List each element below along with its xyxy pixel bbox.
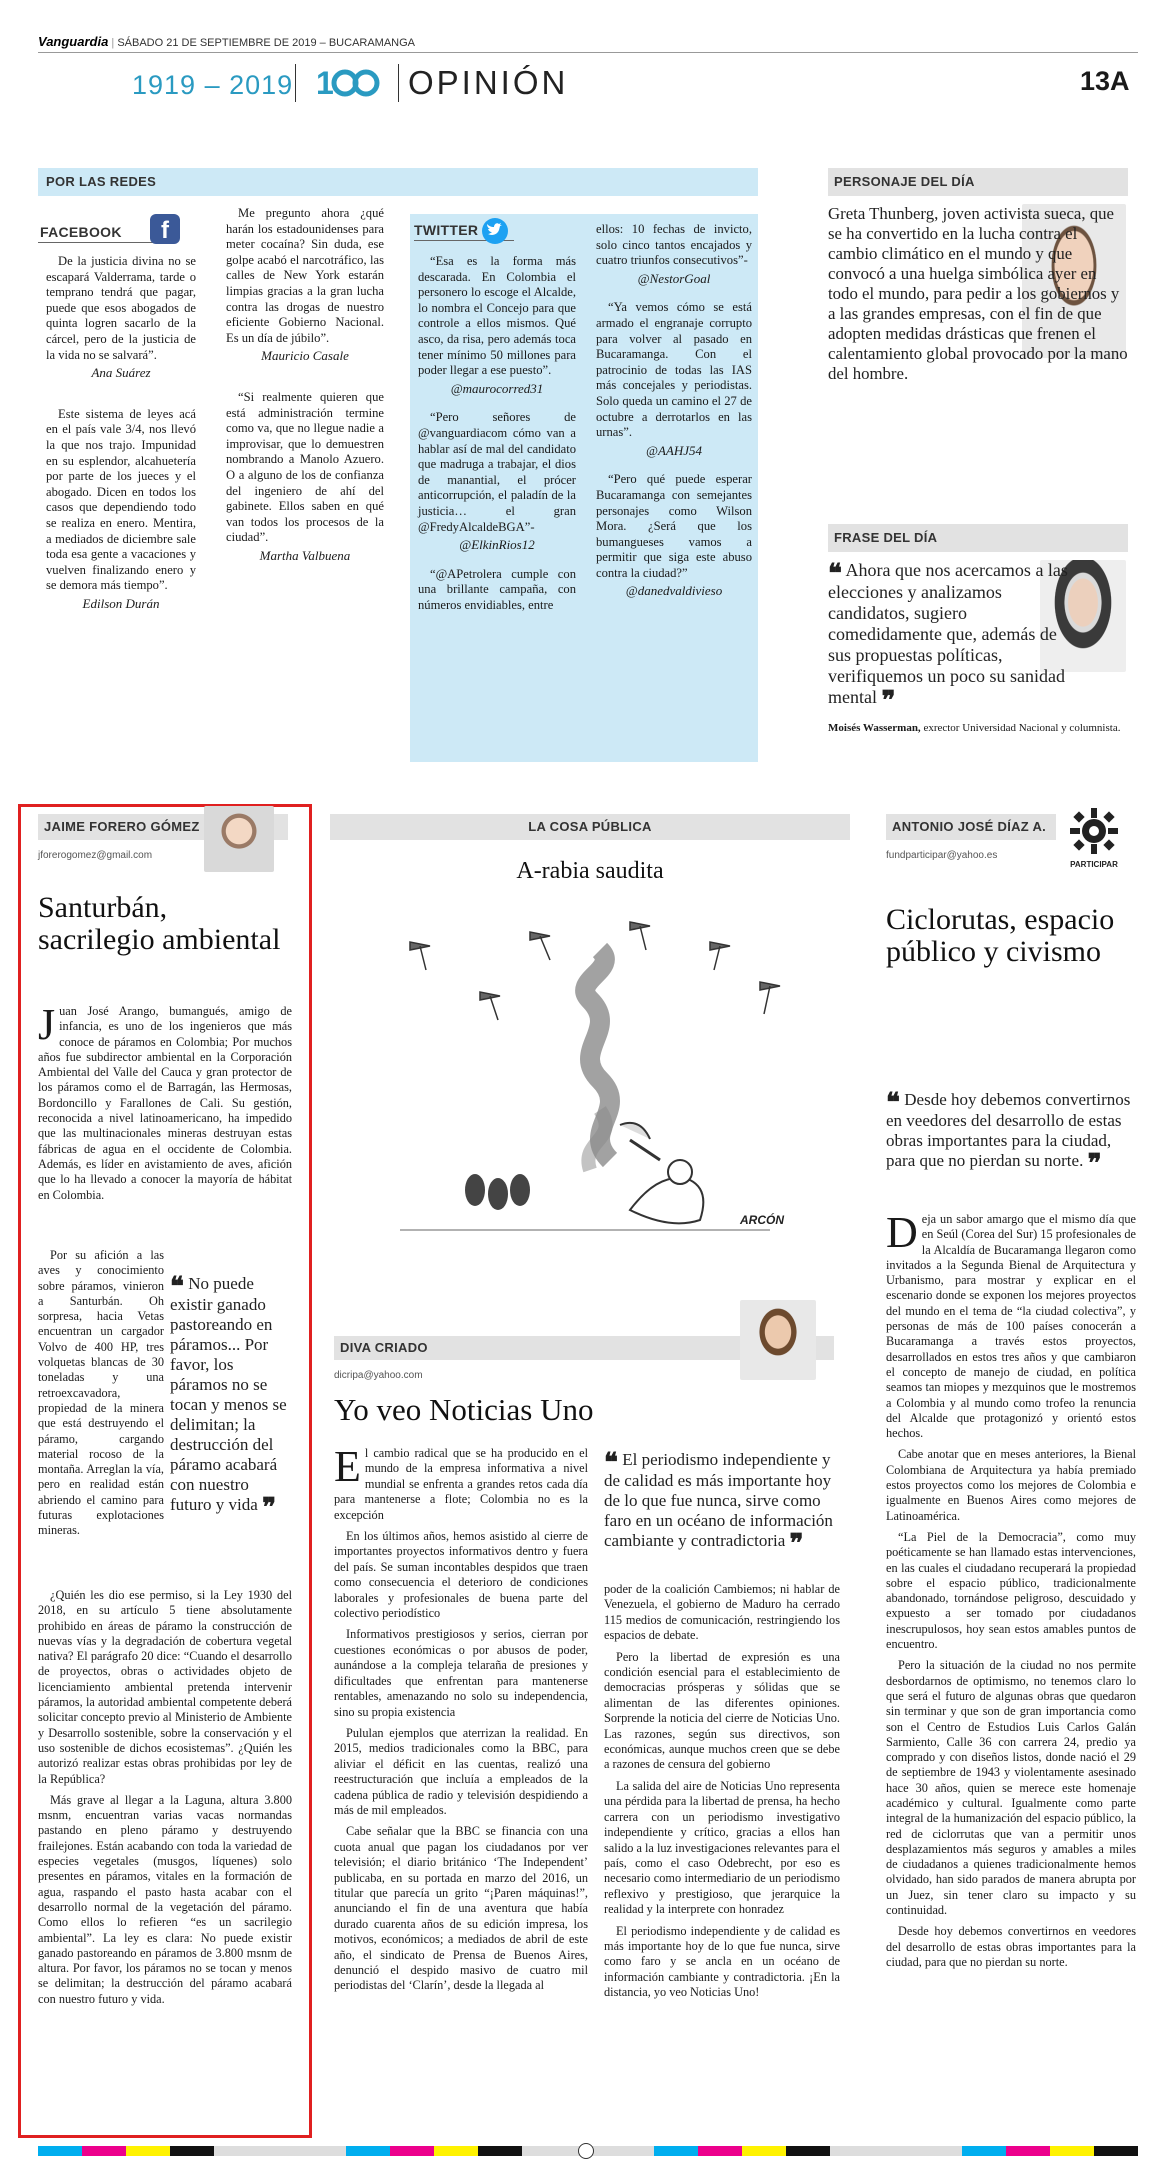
author-email-left: jforerogomez@gmail.com <box>38 850 153 861</box>
redes-col-2 <box>226 206 384 563</box>
article-paragraph: “La Piel de la Democracia”, como muy poéticamente se han llamado estas intervenciones, en las cuales el ciudadano recuperará la propiedad sobre el espacio público, tradicionalmente abandonado, tornándose peligroso, descuidado y expuesto a ser tomado por ciudadanos inescrupulosos, hoy sean estos amables puntos de encuentro. <box>886 1529 1136 1652</box>
article-paragraph: Cabe señalar que la BBC se financia con una cuota anual que pagan los ciudadanos por ver televisión; el diario británico ‘The Independent’ publicaba, en su portada en marzo del 2016, un titular que parecía un grito “¡Paren máquinas!”, anunciando el fin de una aventura que había durado cuarenta años de su edición impresa, los motivos, económicos; a mediados de abril de este año, el sindicato de Prensa de Buenos Aires, denunció el despido masivo de cuatro mil periodistas del ‘Clarín’, desde la llegada al <box>334 1824 588 1993</box>
dateline: SÁBADO 21 DE SEPTIEMBRE DE 2019 – BUCARAMANGA <box>117 37 416 49</box>
twitter-label: TWITTER <box>414 222 479 238</box>
registration-mark-icon <box>578 2143 594 2159</box>
facebook-label: FACEBOOK <box>40 224 122 240</box>
facebook-icon: f <box>150 214 180 244</box>
open-quote-icon: ❝ <box>170 1272 184 1302</box>
author-name-left: JAIME FORERO GÓMEZ <box>44 819 200 834</box>
article-paragraph: Por su afición a las aves y conocimiento sobre páramos, vinieron a Santurbán. Oh sorpresa, hacia Vetas encuentran un cargador Volvo de 400 HP, tres volquetas blancas de 30 toneladas y una retroexcavadora, propiedad de la minera que está destruyendo el páramo, cargando material rocoso de la montaña. Arreglan la vía, pero en realidad están abriendo el camino para futuras explotaciones mineras. <box>38 1248 164 1538</box>
frase-tag: FRASE DEL DÍA <box>834 530 938 545</box>
article-paragraph: El periodismo independiente y de calidad es más importante hoy de lo que fue nunca, sirve como faro y se ancla en un océano de información cambiante y contradictoria. ¡En la distancia, yo veo Noticias Uno! <box>604 1923 840 2000</box>
close-quote-icon: ❞ <box>1087 1149 1102 1179</box>
post-text: “Esa es la forma más descarada. En Colombia el personero lo escoge el Alcalde, lo nombra el Concejo para que controle a ellos mismos. Qué asco, da risa, pero además toca tener mínimo 50 millones para poder llegar a ese puesto”. <box>418 254 576 378</box>
author-name-mid: DIVA CRIADO <box>340 1340 428 1355</box>
post-text: “Si realmente quieren que está administración termine como va, que no llegue nadie a improvisar, que lo demuestren nombrando a Manolo Azuero. O a alguno de los de confianza del ingeniero de ahí del gabinete. Ellos saben en qué van todos los procesos de la ciudad”. <box>226 389 384 545</box>
participar-logo-text: PARTICIPAR <box>1070 860 1118 869</box>
frase-author: Moisés Wasserman, <box>828 722 921 734</box>
article-paragraph: En los últimos años, hemos asistido al cierre de importantes proyectos informativos dentro y fuera del país. Se suman incontables despidos que traen como consecuencia el deterioro de condiciones laborales y profesionales de buena parte del colectivo periodístico <box>334 1529 588 1621</box>
brand-name: Vanguardia <box>38 34 109 49</box>
open-quote-icon: ❝ <box>828 559 842 589</box>
close-quote-icon: ❞ <box>262 1493 277 1523</box>
article-paragraph: ¿Quién les dio ese permiso, si la Ley 1930 del 2018, en su artículo 5 tiene absolutamente prohibido en áreas de páramo la construcción de nuevas vías y la degradación de cobertura vegetal nativa? El parágrafo 20 dice: “Cuando el desarrollo de proyectos, obras o actividades objeto de licenciamiento ambiental pretenda intervenir páramos, la autoridad ambiental competente deberá solicitar concepto previo al Ministerio de Ambiente y Desarrollo sostenible, sobre la conservación y el uso sostenible de dichos ecosistemas”. ¿Quién les autorizó realizar estas obras prohibidas por ley de la República? <box>38 1588 292 1786</box>
open-quote-icon: ❝ <box>604 1448 618 1478</box>
drop-cap: D <box>886 1208 918 1257</box>
author-avatar-mid <box>740 1300 816 1380</box>
post-author: @AAHJ54 <box>646 442 702 458</box>
article-body-mid-2 <box>604 1582 840 2001</box>
pull-quote-mid <box>604 1448 840 1559</box>
personaje-text: Greta Thunberg, joven activista sueca, que se ha convertido en la lucha contra el cambio climático en el mundo y que convocó a una huelga simbólica ayer en todo el mundo, para pedir a los gobiernos y a las grandes empresas, con el fin de que adopten medidas drásticas que frenen el calentamiento global provocado por la mano del hombre. <box>828 204 1128 383</box>
author-name-right: ANTONIO JOSÉ DÍAZ A. <box>892 819 1047 834</box>
redes-col-1 <box>46 254 196 611</box>
article-title-left: Santurbán, sacrilegio ambiental <box>38 891 281 956</box>
twitter-icon <box>482 218 508 244</box>
pull-quote-text: El periodismo independiente y de calidad es más importante hoy de lo que fue nunca, sirve como faro en un océano de información cambiante y contradictoria <box>604 1450 833 1550</box>
frase-quote <box>828 559 1068 716</box>
post-author: Mauricio Casale <box>261 348 349 364</box>
personaje-tag: PERSONAJE DEL DÍA <box>834 174 975 189</box>
pull-quote-text: Desde hoy debemos convertirnos en veedores del desarrollo de estas obras importantes para la ciudad, para que no pierdan su norte. <box>886 1090 1131 1170</box>
article-title-right: Ciclorutas, espacio público y civismo <box>886 903 1115 968</box>
post-text: Me pregunto ahora ¿qué harán los estadounidenses para meter cocaína? Sin duda, ese golpe acabó el narcotráfico, las calles de New York estarán limpias gracias a la gran lucha contra las drogas de nuestro eficiente Gobierno Nacional. Es un día de júbilo”. <box>226 206 384 345</box>
close-quote-icon: ❞ <box>881 686 896 716</box>
article-paragraph: Pululan ejemplos que aterrizan la realidad. En 2015, medios tradicionales como la BBC, para aliviar el déficit en las cuentas, realizó una reestructuración que incluía a empleados de la cadena pública de radio y televisión despidiendo a más de mil empleados. <box>334 1725 588 1817</box>
cartoon-signature: ARCÓN <box>740 1213 784 1227</box>
header-rule <box>38 52 1138 53</box>
drop-cap: J <box>38 1000 56 1049</box>
article-paragraph: poder de la coalición Cambiemos; ni hablar de Venezuela, el gobierno de Maduro ha cerrado 115 medios de comunicación, restringiendo los espacios de debate. <box>604 1582 840 1643</box>
article-title-mid: Yo veo Noticias Uno <box>334 1392 594 1427</box>
frase-text: Ahora que nos acercamos a las elecciones y analizamos candidatos, sugiero comedidamente que, además de sus propuestas políticas, verifiquemos un poco su sanidad mental <box>828 560 1068 707</box>
drop-cap: E <box>334 1442 361 1491</box>
redes-col-4 <box>596 222 752 599</box>
post-text: De la justicia divina no se escapará Valderrama, tarde o temprano tendrá que pagar, puede que esos abogados de quinta logren sacarlo de la cárcel, pero de la justicia de la vida no se salvará”. <box>46 254 196 362</box>
article-body-left-3 <box>38 1588 292 2007</box>
author-email-right: fundparticipar@yahoo.es <box>886 850 998 861</box>
article-paragraph: l cambio radical que se ha producido en el mundo de la empresa informativa a nivel mundial se enfrenta a grandes retos cada día para mantenerse a flote; Colombia no es la excepción <box>334 1446 588 1522</box>
post-text: “Pero qué puede esperar Bucaramanga con semejantes personajes como Wilson Mora. ¿Será que los bumangueses vamos a permitir que siga este abuso contra la ciudad?” <box>596 472 752 580</box>
cosa-tag: LA COSA PÚBLICA <box>528 819 652 834</box>
post-text: “Ya vemos cómo se está armado el engranaje corrupto para volver al pasado en Bucaramanga. Con el patrocinio de todas las IAS más concejales y periodistas. Solo queda un camino el 27 de octubre a derrotarlos en las urnas”. <box>596 300 752 440</box>
article-body-mid-1 <box>334 1442 588 1994</box>
article-body-left-1 <box>38 1000 292 1203</box>
article-paragraph: Pero la libertad de expresión es una condición esencial para el establecimiento de democracias prósperas y sólidas que se alimentan de las diferentes opiniones. Sorprende la noticia del cierre de Noticias Uno. Las razones, según sus directivos, son económicas, aunque muchos creen que se debe a razones de censura del gobierno <box>604 1649 840 1772</box>
pull-quote-left <box>170 1272 294 1523</box>
post-author: Ana Suárez <box>91 365 151 381</box>
cartoon-illustration <box>380 910 790 1260</box>
anniversary-logo <box>314 62 380 102</box>
facebook-underline <box>38 242 158 243</box>
post-text: “@APetrolera cumple con una brillante campaña, con números envidiables, entre <box>418 566 576 612</box>
post-author: Martha Valbuena <box>259 547 351 563</box>
svg-text:1: 1 <box>316 65 334 101</box>
post-author: @danedvaldivieso <box>625 583 723 599</box>
article-paragraph: Pero la situación de la ciudad no nos permite desbordarnos de optimismo, no tenemos claro lo que será el futuro de algunas obras que quedaron sin terminar y que son de gran importancia como son el Centro de Estudios Luis Carlos Galán Sarmiento, Calle 36 con carrera 24, predio ya comprado y con diseños listos, donde nació el 29 de septiembre de 1943 y violentamente asesinado hace 30 años, quien se merece este homenaje académico y cultural. Igualmente como parte integral de la humanización del espacio público, la red de ciclorrutas que van a permitir unos desplazamientos más seguros y amables a miles de ciudadanos a quienes tradicionalmente hemos olvidado, han sido parados de manera abrupta por un Juez, sin tener claro su impacto y su continuidad. <box>886 1658 1136 1918</box>
participar-logo <box>1060 806 1128 874</box>
post-text: “Pero señores de @vanguardiacom cómo van a hablar así de mal del candidato que madruga a trabajar, el dios de manantial, el prócer anticorrupción, el paladín de la justicia… el gran @FredyAlcaldeBGA”- <box>418 410 576 534</box>
article-paragraph: Más grave al llegar a la Laguna, altura 3.800 msnm, encuentran varias vacas normandas pastando en pleno páramo y destruyendo frailejones. Están acabando con toda la variedad de especies vegetales (musgos, líquenes) solo presentes en páramos, vitales en la formación de agua, raspando el pasto hasta acabar con el desarrollo normal de la vegetación del páramo. Como ellos lo refieren “es un sacrilegio ambiental”. La ley es clara: No puede existir ganado pastoreando en páramos de 3.800 msnm de altura. Por favor, los páramos no se tocan y menos se delimitan; la destrucción del páramo acabará con nuestro futuro y vida. <box>38 1792 292 2006</box>
redes-col-3 <box>418 254 576 613</box>
redes-tag: POR LAS REDES <box>46 174 157 189</box>
post-author: @ElkinRios12 <box>459 537 535 553</box>
divider-vertical <box>295 64 296 102</box>
frase-role: exrector Universidad Nacional y columnista. <box>923 722 1121 734</box>
post-author: @NestorGoal <box>637 270 711 286</box>
section-title: OPINIÓN <box>408 64 569 101</box>
divider-vertical-2 <box>398 64 399 102</box>
anniversary-years: 1919 – 2019 <box>132 70 294 100</box>
article-body-right <box>886 1208 1136 1970</box>
pull-quote-right <box>886 1088 1136 1179</box>
post-text: ellos: 10 fechas de invicto, solo cinco tantos encajados y cuatro triunfos consecutivos”- <box>596 222 752 268</box>
post-author: @maurocorred31 <box>450 380 544 396</box>
article-paragraph: Informativos prestigiosos y serios, cierran por cuestiones económicas o por abusos de poder, aunándose a la compleja telaraña de presiones y dificultades que enfrentan para mantenerse rentables, amenazando no solo su independencia, sino su propia existencia <box>334 1627 588 1719</box>
article-paragraph: La salida del aire de Noticias Uno representa una pérdida para la libertad de prensa, ha hecho carrera con un periodismo investigativo independiente y crítico, gracias a ellos han salido a la luz investigaciones relevantes para el país, como el caso Odebrecht, por eso es necesario como intermediario de un periodismo reflexivo y prestigioso, que jerarquice la realidad y la interprete con honradez <box>604 1778 840 1917</box>
article-paragraph: uan José Arango, bumangués, amigo de infancia, es uno de los ingenieros que más conoce de páramos en Colombia; Por muchos años fue subdirector ambiental en la Corporación Ambiental del Valle del Cauca y gran protector de los páramos como el de Barragán, las Hermosas, Bordoncillo y Farallones de Cali. Su gestión, reconocida a nivel latinoamericano, ha impedido que las multinacionales mineras destruyan estas fábricas de agua en el occidente de Colombia. Además, es líder en avistamiento de aves, afición que lo ha llevado a conocer la mayoría de hábitat en Colombia. <box>38 1004 292 1202</box>
frase-attribution <box>828 720 1128 737</box>
article-body-left-2 <box>38 1248 164 1539</box>
author-email-mid: dicripa@yahoo.com <box>334 1370 423 1381</box>
open-quote-icon: ❝ <box>886 1088 900 1118</box>
article-paragraph: Cabe anotar que en meses anteriores, la Bienal Colombiana de Arquitectura ya había premiado estos proyectos como los mejores de Colombia e igualmente en Buenos Aires como mejores de Latinoamérica. <box>886 1447 1136 1523</box>
post-text: Este sistema de leyes acá en el país vale 3/4, nos llevó la que nos trajo. Impunidad en su esplendor, alcahuetería por parte de los jueces y el abogado. Dicen en todos los casos que dependiendo todo se realiza en enero. Mentira, a mediados de diciembre sale toda esa gente a vacaciones y vuelven finalizando enero y se demora más tiempo”. <box>46 406 196 593</box>
cartoon-title: A-rabia saudita <box>516 858 664 884</box>
author-avatar-left <box>204 806 274 872</box>
article-paragraph: eja un sabor amargo que el mismo día que en Seúl (Corea del Sur) 15 profesionales de la Alcaldía de Bucaramanga llegaron como invitados a la Segunda Bienal de Arquitectura y Urbanismo, para mostrar y explicar en el escenario donde se exponen los mejores proyectos del mundo en el tema de “la ciudad colectiva”, y personas de más de 100 países conocerán a Bucaramanga a través estos proyectos, desarrollados en estos tres años y que cambiaron el concepto de manejo de ciudad, en política seamos tan miopes y mezquinos que le mostremos a Colombia y al mundo como trofeo la renuncia del Alcalde que protagonizó y orientó estos hechos. <box>886 1212 1136 1441</box>
pull-quote-text: No puede existir ganado pastoreando en páramos... Por favor, los páramos no se tocan y menos se delimitan; la destrucción del páramo acabará con nuestro futuro y vida <box>170 1274 287 1514</box>
post-author: Edilson Durán <box>82 595 160 611</box>
article-paragraph: Desde hoy debemos convertirnos en veedores del desarrollo de estas obras importantes para la ciudad, para que no pierdan su norte. <box>886 1924 1136 1969</box>
close-quote-icon: ❞ <box>789 1529 804 1559</box>
page-number: 13A <box>1080 66 1130 96</box>
masthead-strip: Vanguardia | SÁBADO 21 DE SEPTIEMBRE DE 2019 – BUCARAMANGA <box>38 34 416 49</box>
